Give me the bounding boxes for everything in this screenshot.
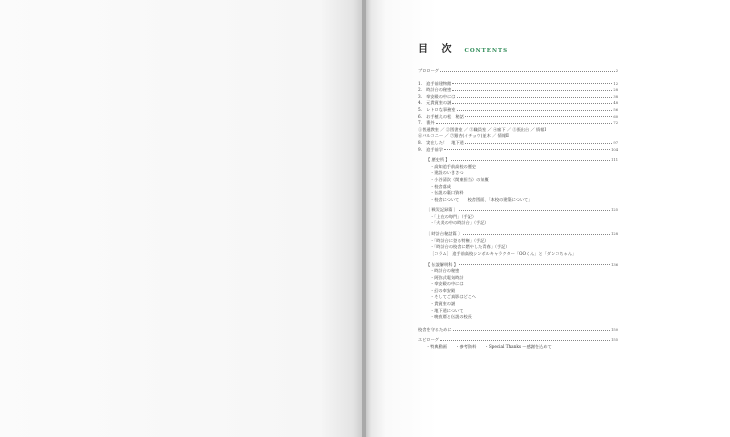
history-item: ・建設のいきさつ: [430, 170, 464, 176]
table-of-contents: [418, 68, 618, 351]
chapter-7-note-1: ①普通教室 ／ ②図書室 ／ ③職員室 ／ ④廊下 ／ ⑤張出台 ／ 情報Ⅰ: [418, 126, 547, 132]
toc-entry-chapter-8: 8. 実在した！ 地下道 97: [418, 140, 618, 146]
legend-item: ・時計台の秘密: [430, 268, 460, 274]
section-clock: 〔 時計台秘話篇 〕 128: [426, 231, 618, 237]
history-item: ・校舎落成: [430, 183, 451, 189]
toc-entry-chapter-9: 9. 追手前学 104: [418, 146, 618, 152]
toc-entry-chapter-1: 1. 追手前建物館 12: [418, 80, 618, 86]
legend-item: ・阿弥式電気時計: [430, 274, 464, 280]
appendix-line: ・特典動画 ・参考資料 ・Special Thanks ～感謝を込めて: [426, 343, 552, 349]
records-item: ・「火炎の中の時計台」（手記）: [430, 220, 489, 226]
section-history: 【 歴史所 】 111: [426, 157, 618, 163]
toc-title-en: CONTENTS: [464, 48, 509, 54]
legend-item: ・貴賓室の謎: [430, 301, 456, 306]
section-legend: 【 伝説解明科 】 136: [426, 261, 618, 267]
toc-title-jp: 目 次: [418, 44, 457, 55]
history-item: ・高知追手前高校の歴史: [430, 163, 477, 169]
history-item: ・小谷清次（関東担当）の気概: [430, 176, 489, 182]
legend-item: ・幻の奉安殿: [430, 287, 456, 293]
toc-entry-chapter-6: 6. お手植えの松 秘話 60: [418, 113, 618, 119]
legend-item: ・奉安殿の中には: [430, 281, 464, 287]
clock-item: ・「時計台に登る特権」（手記）: [430, 237, 489, 243]
left-page: [0, 0, 364, 437]
toc-entry-chapter-2: 2. 時計台の秘密 28: [418, 87, 618, 93]
book-gutter: [362, 0, 366, 437]
records-item: ・「上在の毎門」（手記）: [430, 213, 477, 219]
legend-item: ・地下道について: [430, 307, 464, 313]
legend-item: ・晩夜暦と伝説の校長: [430, 314, 472, 320]
history-item: ・校舎について 校舎図面、「本校の建築について」: [430, 196, 533, 202]
section-records: 〔 戦災記録篇 〕 125: [426, 207, 618, 213]
toc-entry-chapter-5: 5. レトロな事務室 56: [418, 107, 618, 113]
toc-entry-prologue: プロローグ 2: [418, 68, 618, 74]
chapter-7-note-2: ⑥バルコニー ／ ⑦銀杏(イチョウ)並木 ／ 情報Ⅱ: [418, 133, 509, 139]
clock-item: ・「時計台の校舎に燃やした青春」（手記）: [430, 244, 510, 250]
toc-entry-chapter-4: 4. 元貴賓室の謎 48: [418, 100, 618, 106]
toc-entry-chapter-3: 3. 奉安殿の中には 38: [418, 93, 618, 99]
toc-entry-epilogue: エピローグ 155: [418, 337, 618, 343]
toc-entry-chapter-7: 7. 番外 72: [418, 120, 618, 126]
toc-heading: [418, 40, 508, 54]
toc-entry-protect: 校舎を守るために 150: [418, 326, 618, 332]
legend-item: ・そしてご真影はどこへ: [430, 294, 476, 300]
history-item: ・伝説の裏口資料: [430, 190, 464, 196]
clock-item: ［コラム］ 追手前高校シンボルキャラクター「OOくん」と「ダンコちゃん」: [430, 250, 577, 256]
